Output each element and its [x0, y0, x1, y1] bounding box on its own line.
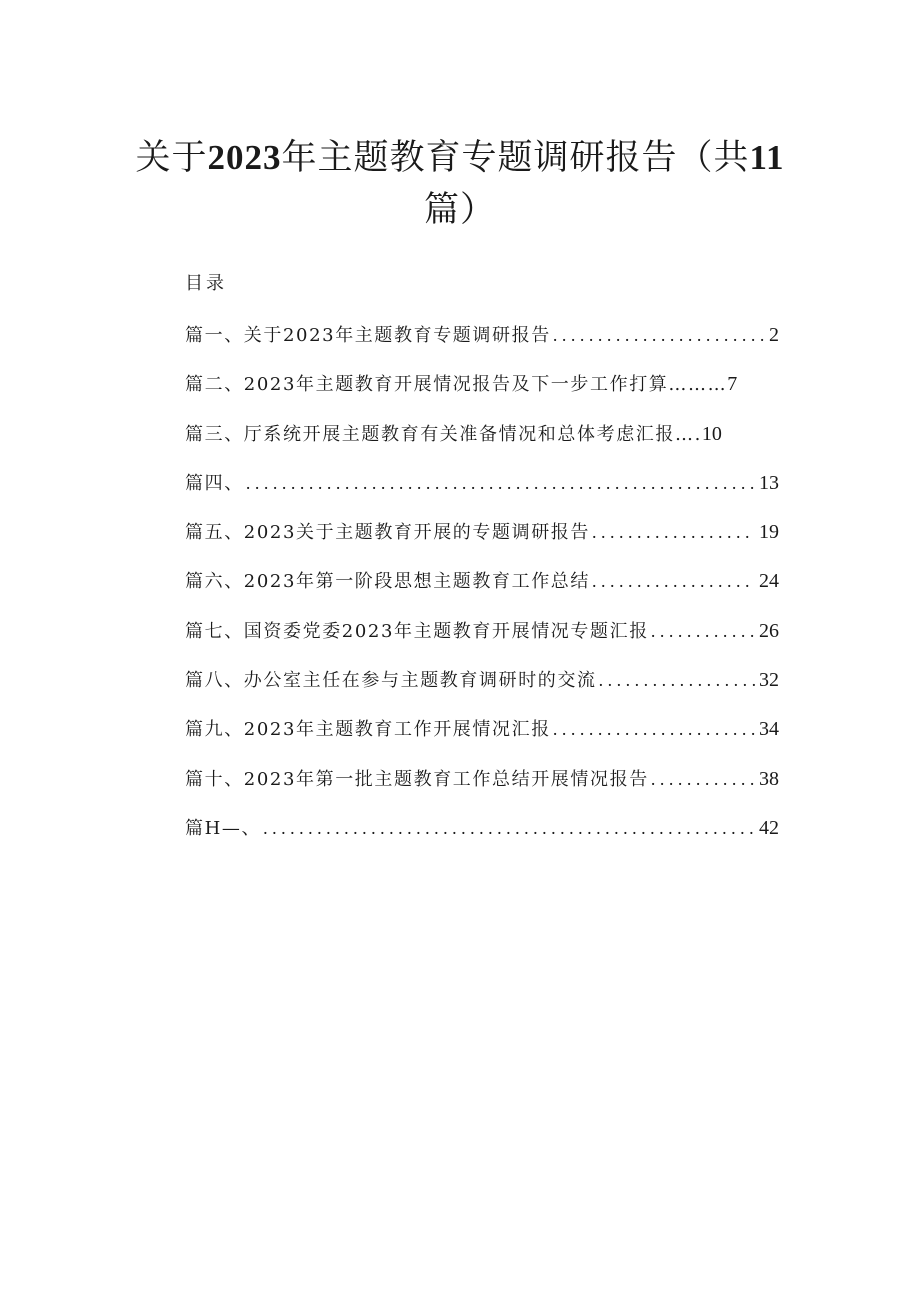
toc-dot-leader [246, 470, 755, 496]
toc-entry[interactable] [185, 322, 779, 371]
toc-page-number: 32 [759, 669, 779, 692]
toc-page-number: 19 [759, 521, 779, 544]
toc-entry-label: 篇六、2023年第一阶段思想主题教育工作总结 [185, 571, 591, 593]
toc-page-number: 42 [759, 816, 779, 839]
toc-dot-leader [651, 766, 755, 792]
toc-heading: 目录 [185, 273, 227, 294]
toc-dot-leader [592, 519, 755, 545]
toc-page-number: 26 [759, 619, 779, 642]
toc-entry-label: 篇五、2023关于主题教育开展的专题调研报告 [185, 522, 591, 544]
toc-entry-label: 篇八、办公室主任在参与主题教育调研时的交流 [185, 670, 597, 692]
title-prefix: 关于 [135, 138, 208, 178]
title-suffix: 篇） [423, 190, 496, 230]
toc-dot-leader [553, 322, 765, 348]
toc-entry-label: 篇三、厅系统开展主题教育有关准备情况和总体考虑汇报…. [185, 423, 702, 445]
toc-entry-label: 篇七、国资委党委2023年主题教育开展情况专题汇报 [185, 620, 649, 642]
toc-entry[interactable] [185, 815, 779, 864]
toc-entry-label: 篇九、2023年主题教育工作开展情况汇报 [185, 719, 551, 741]
toc-page-number: 34 [759, 718, 779, 741]
toc-entry-label: 篇一、关于2023年主题教育专题调研报告 [185, 325, 551, 346]
toc-entry[interactable] [185, 568, 779, 617]
toc-entry[interactable] [185, 470, 779, 519]
table-of-contents [185, 322, 779, 864]
toc-dot-leader [592, 568, 755, 594]
toc-entry-label: 篇十、2023年第一批主题教育工作总结开展情况报告 [185, 768, 649, 790]
toc-page-number: 10 [701, 422, 722, 445]
toc-entry-label: 篇二、2023年主题教育开展情况报告及下一步工作打算……… [185, 374, 728, 396]
toc-entry-label: 篇H—、 [185, 817, 262, 839]
toc-page-number: 24 [759, 570, 779, 593]
toc-page-number: 38 [759, 767, 779, 790]
document-title [120, 132, 800, 236]
toc-entry[interactable] [185, 667, 779, 716]
title-year: 2023 [207, 138, 282, 177]
toc-dot-leader [553, 716, 755, 742]
toc-entry[interactable] [185, 716, 779, 765]
title-count: 11 [749, 138, 785, 177]
toc-dot-leader [599, 667, 755, 693]
toc-page-number: 2 [769, 324, 779, 346]
toc-page-number: 7 [727, 373, 738, 396]
toc-dot-leader [651, 618, 755, 644]
toc-page-number: 13 [759, 471, 779, 494]
toc-entry-label: 篇四、 [185, 472, 244, 494]
title-mid: 年主题教育专题调研报告（共 [281, 138, 750, 178]
toc-entry[interactable] [185, 421, 779, 470]
toc-entry[interactable] [185, 766, 779, 815]
toc-entry[interactable] [185, 519, 779, 568]
toc-dot-leader [263, 815, 755, 841]
toc-entry[interactable] [185, 618, 779, 667]
toc-entry[interactable] [185, 371, 779, 420]
